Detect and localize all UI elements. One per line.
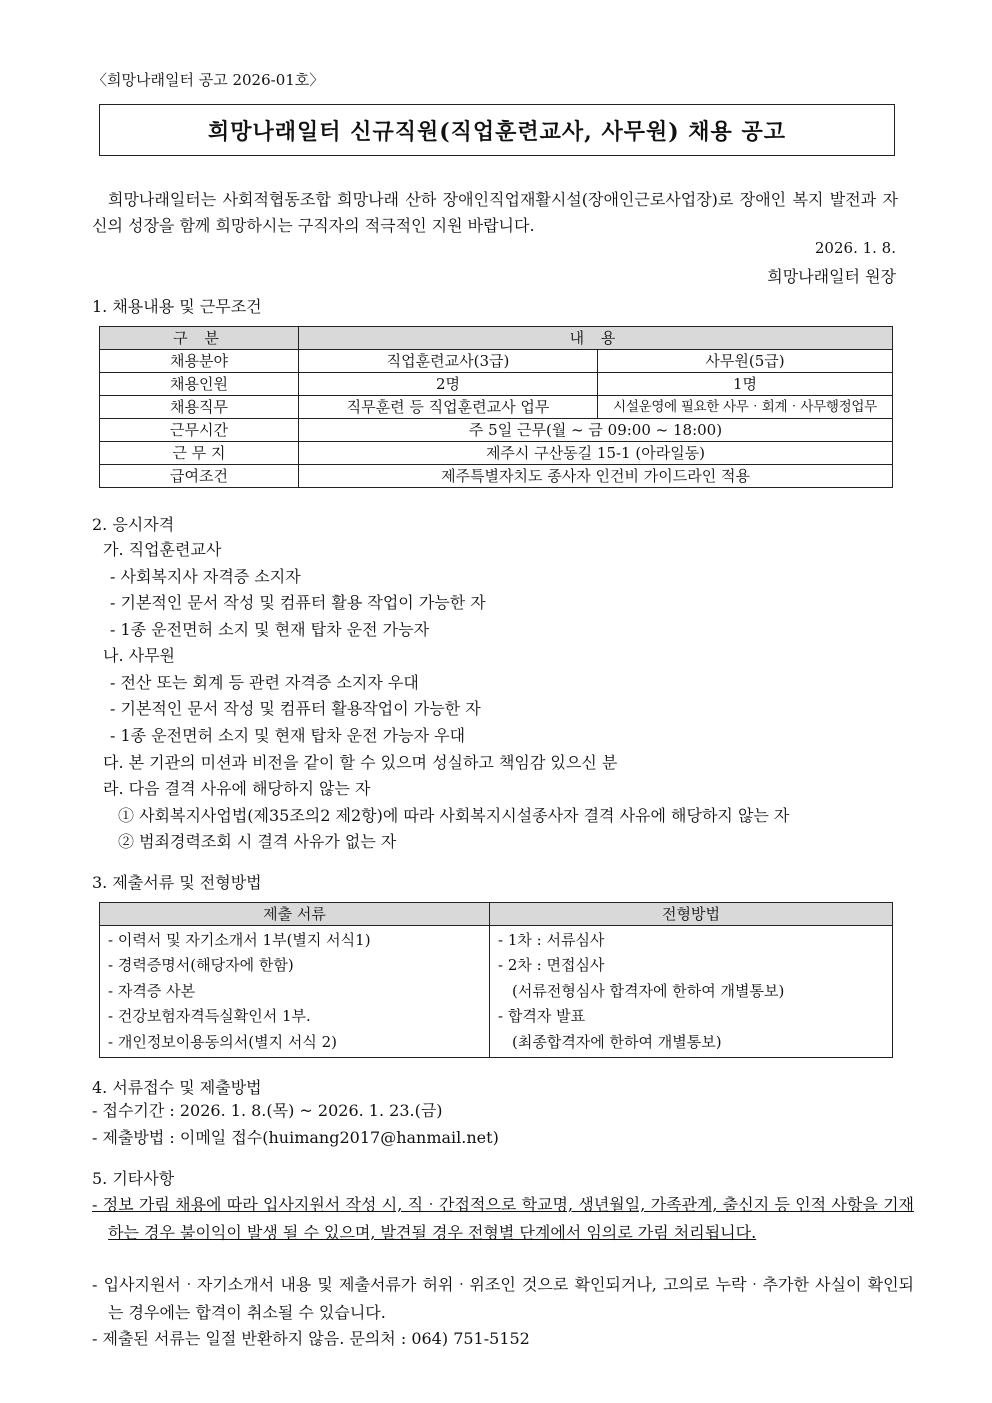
header-selection-method: 전형방법 — [490, 903, 893, 926]
header-documents: 제출 서류 — [100, 903, 490, 926]
qualification-line: - 1종 운전면허 소지 및 현재 탑차 운전 가능자 — [110, 620, 430, 639]
cell-clerk: 1명 — [598, 373, 893, 396]
cell-merged: 제주시 구산동길 15-1 (아라일동) — [299, 442, 893, 465]
qualification-line: 나. 사무원 — [103, 646, 175, 665]
methods-cell — [490, 926, 893, 1058]
qualification-line: - 전산 또는 회계 등 관련 자격증 소지자 우대 — [110, 673, 419, 692]
table-row — [100, 926, 893, 1058]
intro-text: 희망나래일터는 사회적협동조합 희망나래 산하 장애인직업재활시설(장애인근로사업장)로 장애인 복지 발전과 자신의 성장을 함께 희망하시는 구직자의 적극적인 지원 바랍니다. — [92, 190, 898, 235]
section4-heading: 4. 서류접수 및 제출방법 — [92, 1078, 262, 1097]
table-row — [100, 373, 893, 396]
table-row — [100, 350, 893, 373]
cell-clerk: 사무원(5급) — [598, 350, 893, 373]
qualification-line: ② 범죄경력조회 시 결격 사유가 없는 자 — [118, 832, 397, 851]
submission-method: - 제출방법 : 이메일 접수(huimang2017@hanmail.net) — [92, 1128, 499, 1147]
intro-paragraph — [92, 187, 898, 239]
cell-clerk: 시설운영에 필요한 사무‧회계‧사무행정업무 — [598, 396, 893, 419]
table-row — [100, 419, 893, 442]
row-label: 채용분야 — [100, 350, 299, 373]
section2-heading: 2. 응시자격 — [92, 515, 175, 534]
method-item: - 2차 : 면접심사 — [498, 956, 605, 975]
document-item: - 이력서 및 자기소개서 1부(별지 서식1) — [108, 931, 371, 949]
header-content: 내 용 — [299, 327, 893, 350]
notice-item-false-documents — [92, 1271, 914, 1327]
method-item: (최종합격자에 한하여 개별통보) — [512, 1032, 722, 1051]
notice-title — [99, 104, 895, 156]
qualification-line: 다. 본 기관의 미션과 비전을 같이 할 수 있으며 성실하고 책임감 있으신 분 — [103, 753, 618, 772]
documents-cell — [100, 926, 490, 1058]
document-item: - 경력증명서(해당자에 한함) — [108, 956, 294, 975]
notice-item-return-policy — [92, 1325, 914, 1353]
row-label: 근 무 지 — [100, 442, 299, 465]
qualification-line: - 기본적인 문서 작성 및 컴퓨터 활용작업이 가능한 자 — [110, 699, 481, 718]
notice-item-text: - 정보 가림 채용에 따라 입사지원서 작성 시, 직‧간접적으로 학교명, 생년월일, 가족관계, 출신지 등 인적 사항을 기재하는 경우 불이익이 발생 될 수 있으며, 발견될 경우 전형별 단계에서 임의로 가림 처리됩니다. — [92, 1195, 914, 1242]
section3-heading: 3. 제출서류 및 전형방법 — [92, 873, 262, 892]
notice-number: 〈희망나래일터 공고 2026-01호〉 — [92, 71, 325, 89]
qualification-line: 가. 직업훈련교사 — [103, 540, 222, 559]
table-row — [100, 465, 893, 488]
notice-item-text: - 입사지원서‧자기소개서 내용 및 제출서류가 허위‧위조인 것으로 확인되거나, 고의로 누락‧추가한 사실이 확인되는 경우에는 합격이 취소될 수 있습니다. — [92, 1275, 914, 1322]
method-item: - 1차 : 서류심사 — [498, 931, 605, 949]
qualification-line: 라. 다음 결격 사유에 해당하지 않는 자 — [103, 779, 371, 798]
cell-teacher: 직무훈련 등 직업훈련교사 업무 — [299, 396, 598, 419]
method-item: - 합격자 발표 — [498, 1007, 586, 1026]
method-item: (서류전형심사 합격자에 한하여 개별통보) — [512, 981, 785, 1000]
table-row — [100, 442, 893, 465]
documents-selection-table — [99, 902, 893, 1058]
notice-title-text: 희망나래일터 신규직원(직업훈련교사, 사무원) 채용 공고 — [208, 118, 786, 145]
notice-item-blind-hiring — [92, 1191, 914, 1247]
section1-heading: 1. 채용내용 및 근무조건 — [92, 297, 262, 316]
employment-conditions-table — [99, 326, 893, 488]
cell-merged: 제주특별자치도 종사자 인건비 가이드라인 적용 — [299, 465, 893, 488]
document-item: - 개인정보이용동의서(별지 서식 2) — [108, 1032, 337, 1051]
row-label: 근무시간 — [100, 419, 299, 442]
qualification-line: - 1종 운전면허 소지 및 현재 탑차 운전 가능자 우대 — [110, 726, 466, 745]
section5-heading: 5. 기타사항 — [92, 1169, 175, 1188]
document-item: - 자격증 사본 — [108, 981, 196, 1000]
row-label: 채용인원 — [100, 373, 299, 396]
signatory: 희망나래일터 원장 — [767, 267, 896, 286]
table-header-row — [100, 327, 893, 350]
header-category: 구 분 — [100, 327, 299, 350]
cell-teacher: 2명 — [299, 373, 598, 396]
qualification-line: - 기본적인 문서 작성 및 컴퓨터 활용 작업이 가능한 자 — [110, 593, 486, 612]
row-label: 급여조건 — [100, 465, 299, 488]
cell-teacher: 직업훈련교사(3급) — [299, 350, 598, 373]
qualification-line: - 사회복지사 자격증 소지자 — [110, 567, 301, 586]
notice-item-text: - 제출된 서류는 일절 반환하지 않음. 문의처 : 064) 751-5152 — [92, 1329, 530, 1348]
document-item: - 건강보험자격득실확인서 1부. — [108, 1007, 311, 1026]
table-row — [100, 396, 893, 419]
notice-date: 2026. 1. 8. — [814, 239, 896, 257]
row-label: 채용직무 — [100, 396, 299, 419]
cell-merged: 주 5일 근무(월 ~ 금 09:00 ~ 18:00) — [299, 419, 893, 442]
qualification-line: ① 사회복지사업법(제35조의2 제2항)에 따라 사회복지시설종사자 결격 사유에 해당하지 않는 자 — [118, 806, 790, 825]
table-header-row — [100, 903, 893, 926]
submission-period: - 접수기간 : 2026. 1. 8.(목) ~ 2026. 1. 23.(금) — [92, 1101, 443, 1120]
